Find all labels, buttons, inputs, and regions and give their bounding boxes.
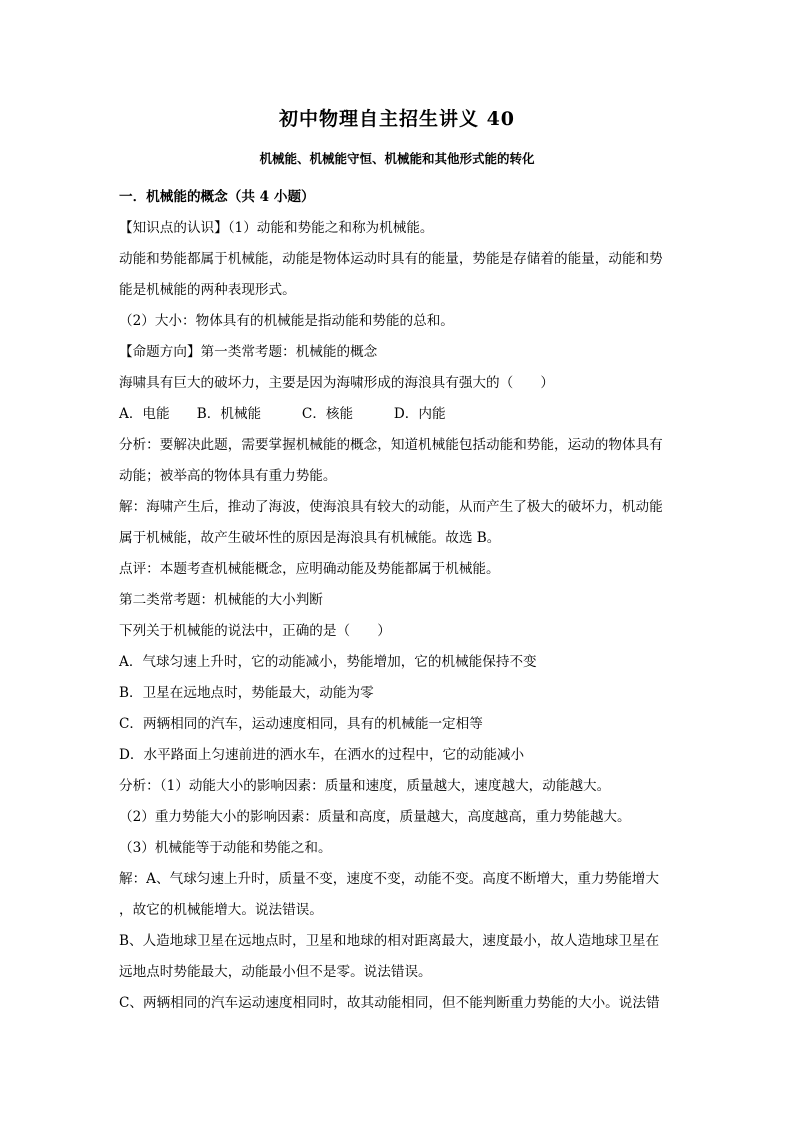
paragraph-line: 动能和势能都属于机械能，动能是物体运动时具有的能量，势能是存储着的能量，动能和势 (119, 251, 663, 267)
analysis-line: 分析：（1）动能大小的影响因素：质量和速度，质量越大，速度越大，动能越大。 (119, 778, 611, 794)
page-title: 初中物理自主招生讲义 40 (278, 108, 516, 130)
comment-line: 点评：本题考查机械能概念，应明确动能及势能都属于机械能。 (119, 561, 500, 577)
analysis-line: （3）机械能等于动能和势能之和。 (119, 840, 332, 856)
paragraph-line: 能是机械能的两种表现形式。 (119, 282, 296, 298)
option-line: C．两辆相同的汽车，运动速度相同，具有的机械能一定相等 (119, 716, 483, 732)
question-line: 下列关于机械能的说法中，正确的是（ ） (119, 623, 391, 639)
analysis-line: （2）重力势能大小的影响因素：质量和高度，质量越大，高度越高，重力势能越大。 (119, 809, 631, 825)
document-body (119, 182, 677, 1019)
paragraph-line: 【知识点的认识】（1）动能和势能之和称为机械能。 (119, 220, 434, 236)
page-subtitle: 机械能、机械能守恒、机械能和其他形式能的转化 (259, 151, 535, 166)
analysis-line: 分析：要解决此题，需要掌握机械能的概念，知道机械能包括动能和势能，运动的物体具有 (119, 437, 663, 453)
paragraph-line: 第二类常考题：机械能的大小判断 (119, 592, 323, 608)
options-line: A．电能 B．机械能 C．核能 D．内能 (119, 406, 446, 422)
solution-line: B、人造地球卫星在远地点时，卫星和地球的相对距离最大，速度最小，故人造地球卫星在 (119, 933, 660, 949)
option-line: D．水平路面上匀速前进的洒水车，在洒水的过程中，它的动能减小 (119, 747, 525, 763)
section-heading: 一．机械能的概念（共 4 小题） (119, 189, 315, 205)
solution-line: ，故它的机械能增大。说法错误。 (119, 902, 323, 918)
paragraph-line: （2）大小：物体具有的机械能是指动能和势能的总和。 (119, 313, 454, 329)
solution-line: 远地点时势能最大，动能最小但不是零。说法错误。 (119, 964, 432, 980)
option-line: A．气球匀速上升时，它的动能减小，势能增加，它的机械能保持不变 (119, 654, 537, 670)
analysis-line: 动能；被举高的物体具有重力势能。 (119, 468, 337, 484)
paragraph-line: 【命题方向】第一类常考题：机械能的概念 (119, 344, 378, 360)
solution-line: 解：A、气球匀速上升时，质量不变，速度不变，动能不变。高度不断增大，重力势能增大 (119, 871, 659, 887)
solution-line: 解：海啸产生后，推动了海波，使海浪具有较大的动能，从而产生了极大的破坏力，机动能 (119, 499, 663, 515)
solution-line: 属于机械能，故产生破坏性的原因是海浪具有机械能。故选 B。 (119, 530, 501, 546)
question-line: 海啸具有巨大的破坏力，主要是因为海啸形成的海浪具有强大的（ ） (119, 375, 554, 391)
option-line: B．卫星在远地点时，势能最大，动能为零 (119, 685, 374, 701)
solution-line: C、两辆相同的汽车运动速度相同时，故其动能相同，但不能判断重力势能的大小。说法错 (119, 995, 660, 1011)
